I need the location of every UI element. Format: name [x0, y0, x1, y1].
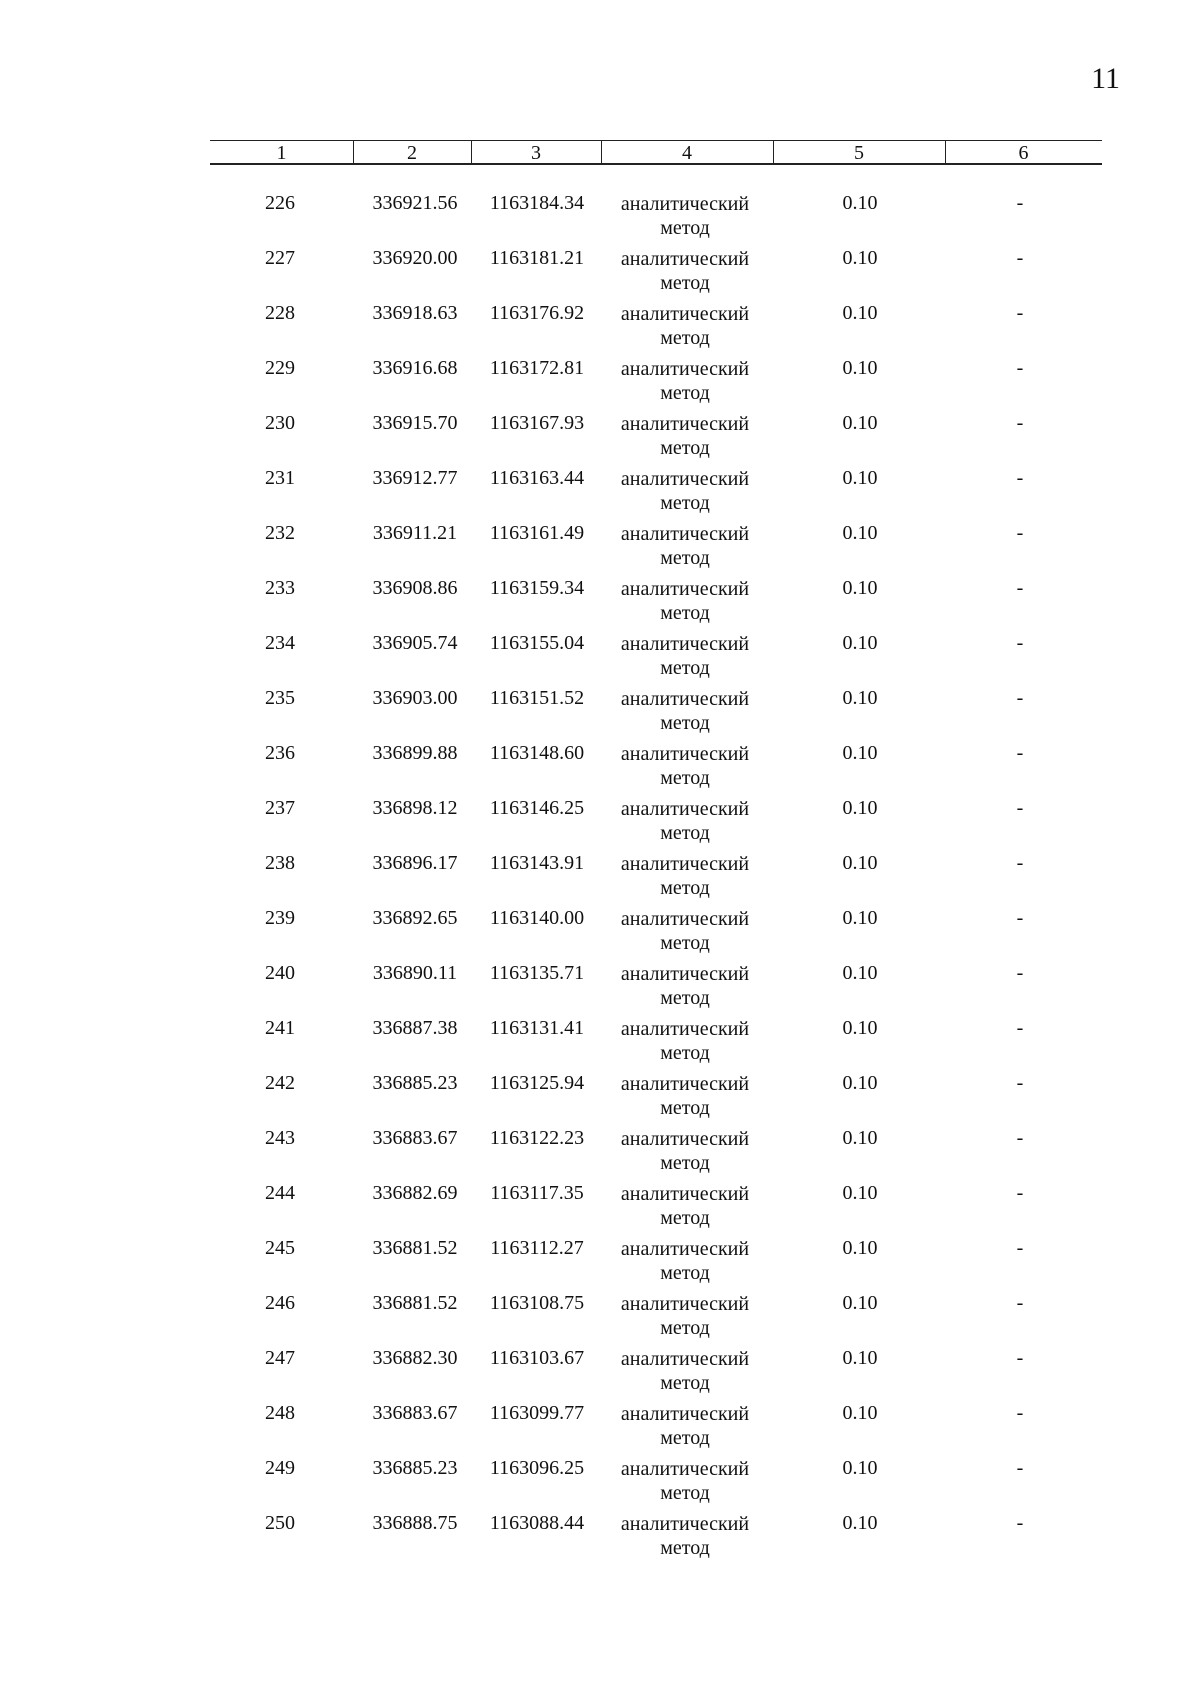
accuracy-cell: 0.10 — [842, 522, 878, 544]
y-coordinate: 1163125.94 — [489, 1072, 585, 1094]
table-row — [0, 1235, 1200, 1290]
accuracy-cell: 0.10 — [842, 1347, 878, 1369]
table-row — [0, 190, 1200, 245]
point-number: 245 — [265, 1237, 295, 1259]
method-cell: аналитический метод — [620, 1403, 750, 1449]
y-coordinate: 1163117.35 — [490, 1182, 584, 1204]
method-cell: аналитический метод — [620, 908, 750, 954]
method-cell: аналитический метод — [620, 743, 750, 789]
y-coordinate: 1163131.41 — [489, 1017, 585, 1039]
x-coordinate: 336881.52 — [372, 1237, 458, 1259]
point-number: 234 — [265, 632, 295, 654]
point-number: 237 — [265, 797, 295, 819]
note-cell: - — [1016, 1512, 1024, 1534]
table-row — [0, 575, 1200, 630]
note-cell: - — [1016, 247, 1024, 269]
note-cell: - — [1016, 467, 1024, 489]
table-row — [0, 740, 1200, 795]
accuracy-cell: 0.10 — [842, 1512, 878, 1534]
y-coordinate: 1163172.81 — [489, 357, 585, 379]
column-header-4: 4 — [682, 142, 692, 164]
point-number: 248 — [265, 1402, 295, 1424]
note-cell: - — [1016, 907, 1024, 929]
note-cell: - — [1016, 797, 1024, 819]
table-row — [0, 1290, 1200, 1345]
y-coordinate: 1163184.34 — [489, 192, 585, 214]
point-number: 236 — [265, 742, 295, 764]
y-coordinate: 1163146.25 — [489, 797, 585, 819]
method-cell: аналитический метод — [620, 248, 750, 294]
method-cell: аналитический метод — [620, 688, 750, 734]
method-cell: аналитический метод — [620, 853, 750, 899]
y-coordinate: 1163096.25 — [489, 1457, 585, 1479]
point-number: 242 — [265, 1072, 295, 1094]
point-number: 226 — [265, 192, 295, 214]
table-row — [0, 1070, 1200, 1125]
note-cell: - — [1016, 1402, 1024, 1424]
table-row — [0, 630, 1200, 685]
x-coordinate: 336903.00 — [372, 687, 458, 709]
accuracy-cell: 0.10 — [842, 852, 878, 874]
point-number: 239 — [265, 907, 295, 929]
accuracy-cell: 0.10 — [842, 687, 878, 709]
note-cell: - — [1016, 1292, 1024, 1314]
column-header-2: 2 — [407, 142, 417, 164]
table-row — [0, 1345, 1200, 1400]
x-coordinate: 336883.67 — [372, 1402, 458, 1424]
x-coordinate: 336883.67 — [372, 1127, 458, 1149]
method-cell: аналитический метод — [620, 358, 750, 404]
method-cell: аналитический метод — [620, 413, 750, 459]
table-row — [0, 1180, 1200, 1235]
table-row — [0, 685, 1200, 740]
accuracy-cell: 0.10 — [842, 962, 878, 984]
column-header-3: 3 — [531, 142, 541, 164]
accuracy-cell: 0.10 — [842, 1182, 878, 1204]
table-row — [0, 245, 1200, 300]
method-cell: аналитический метод — [620, 1293, 750, 1339]
method-cell: аналитический метод — [620, 1458, 750, 1504]
note-cell: - — [1016, 632, 1024, 654]
x-coordinate: 336887.38 — [372, 1017, 458, 1039]
table-row — [0, 850, 1200, 905]
method-cell: аналитический метод — [620, 1073, 750, 1119]
x-coordinate: 336882.69 — [372, 1182, 458, 1204]
y-coordinate: 1163159.34 — [489, 577, 585, 599]
method-cell: аналитический метод — [620, 303, 750, 349]
method-cell: аналитический метод — [620, 1128, 750, 1174]
x-coordinate: 336898.12 — [372, 797, 458, 819]
note-cell: - — [1016, 412, 1024, 434]
method-cell: аналитический метод — [620, 633, 750, 679]
note-cell: - — [1016, 852, 1024, 874]
method-cell: аналитический метод — [620, 1018, 750, 1064]
method-cell: аналитический метод — [620, 523, 750, 569]
accuracy-cell: 0.10 — [842, 1457, 878, 1479]
note-cell: - — [1016, 577, 1024, 599]
table-row — [0, 960, 1200, 1015]
x-coordinate: 336912.77 — [372, 467, 458, 489]
accuracy-cell: 0.10 — [842, 247, 878, 269]
x-coordinate: 336916.68 — [372, 357, 458, 379]
accuracy-cell: 0.10 — [842, 357, 878, 379]
method-cell: аналитический метод — [620, 1238, 750, 1284]
y-coordinate: 1163148.60 — [489, 742, 585, 764]
accuracy-cell: 0.10 — [842, 742, 878, 764]
page-number: 11 — [1091, 62, 1120, 95]
x-coordinate: 336885.23 — [372, 1072, 458, 1094]
method-cell: аналитический метод — [620, 578, 750, 624]
x-coordinate: 336890.11 — [372, 962, 458, 984]
x-coordinate: 336918.63 — [372, 302, 458, 324]
x-coordinate: 336885.23 — [372, 1457, 458, 1479]
y-coordinate: 1163103.67 — [489, 1347, 585, 1369]
note-cell: - — [1016, 1072, 1024, 1094]
y-coordinate: 1163112.27 — [490, 1237, 584, 1259]
x-coordinate: 336896.17 — [372, 852, 458, 874]
table-row — [0, 465, 1200, 520]
note-cell: - — [1016, 1457, 1024, 1479]
accuracy-cell: 0.10 — [842, 1292, 878, 1314]
header-bottom-rule — [210, 163, 1102, 165]
accuracy-cell: 0.10 — [842, 302, 878, 324]
note-cell: - — [1016, 522, 1024, 544]
y-coordinate: 1163161.49 — [489, 522, 585, 544]
point-number: 232 — [265, 522, 295, 544]
method-cell: аналитический метод — [620, 798, 750, 844]
method-cell: аналитический метод — [620, 468, 750, 514]
method-cell: аналитический метод — [620, 193, 750, 239]
point-number: 247 — [265, 1347, 295, 1369]
accuracy-cell: 0.10 — [842, 907, 878, 929]
y-coordinate: 1163181.21 — [489, 247, 585, 269]
point-number: 238 — [265, 852, 295, 874]
x-coordinate: 336915.70 — [372, 412, 458, 434]
point-number: 229 — [265, 357, 295, 379]
accuracy-cell: 0.10 — [842, 412, 878, 434]
column-number-header — [210, 140, 1102, 164]
note-cell: - — [1016, 302, 1024, 324]
point-number: 243 — [265, 1127, 295, 1149]
point-number: 241 — [265, 1017, 295, 1039]
y-coordinate: 1163176.92 — [489, 302, 585, 324]
accuracy-cell: 0.10 — [842, 1017, 878, 1039]
method-cell: аналитический метод — [620, 1348, 750, 1394]
table-row — [0, 410, 1200, 465]
x-coordinate: 336908.86 — [372, 577, 458, 599]
table-row — [0, 1125, 1200, 1180]
note-cell: - — [1016, 1017, 1024, 1039]
x-coordinate: 336920.00 — [372, 247, 458, 269]
accuracy-cell: 0.10 — [842, 1402, 878, 1424]
x-coordinate: 336882.30 — [372, 1347, 458, 1369]
coordinates-table-body — [0, 190, 1200, 1565]
accuracy-cell: 0.10 — [842, 467, 878, 489]
y-coordinate: 1163122.23 — [489, 1127, 585, 1149]
note-cell: - — [1016, 1347, 1024, 1369]
note-cell: - — [1016, 962, 1024, 984]
y-coordinate: 1163167.93 — [489, 412, 585, 434]
x-coordinate: 336905.74 — [372, 632, 458, 654]
point-number: 240 — [265, 962, 295, 984]
note-cell: - — [1016, 687, 1024, 709]
note-cell: - — [1016, 742, 1024, 764]
accuracy-cell: 0.10 — [842, 632, 878, 654]
table-row — [0, 1455, 1200, 1510]
x-coordinate: 336899.88 — [372, 742, 458, 764]
point-number: 227 — [265, 247, 295, 269]
point-number: 233 — [265, 577, 295, 599]
y-coordinate: 1163155.04 — [489, 632, 585, 654]
y-coordinate: 1163135.71 — [489, 962, 585, 984]
accuracy-cell: 0.10 — [842, 1072, 878, 1094]
x-coordinate: 336911.21 — [372, 522, 458, 544]
point-number: 228 — [265, 302, 295, 324]
table-row — [0, 520, 1200, 575]
note-cell: - — [1016, 1237, 1024, 1259]
y-coordinate: 1163151.52 — [489, 687, 585, 709]
note-cell: - — [1016, 1182, 1024, 1204]
x-coordinate: 336892.65 — [372, 907, 458, 929]
y-coordinate: 1163143.91 — [489, 852, 585, 874]
table-row — [0, 355, 1200, 410]
y-coordinate: 1163163.44 — [489, 467, 585, 489]
y-coordinate: 1163108.75 — [489, 1292, 585, 1314]
method-cell: аналитический метод — [620, 963, 750, 1009]
x-coordinate: 336881.52 — [372, 1292, 458, 1314]
note-cell: - — [1016, 357, 1024, 379]
point-number: 230 — [265, 412, 295, 434]
accuracy-cell: 0.10 — [842, 1237, 878, 1259]
point-number: 249 — [265, 1457, 295, 1479]
point-number: 235 — [265, 687, 295, 709]
accuracy-cell: 0.10 — [842, 1127, 878, 1149]
table-row — [0, 1015, 1200, 1070]
x-coordinate: 336921.56 — [372, 192, 458, 214]
table-row — [0, 1400, 1200, 1455]
point-number: 244 — [265, 1182, 295, 1204]
point-number: 250 — [265, 1512, 295, 1534]
y-coordinate: 1163140.00 — [489, 907, 585, 929]
x-coordinate: 336888.75 — [372, 1512, 458, 1534]
y-coordinate: 1163088.44 — [489, 1512, 585, 1534]
column-header-1: 1 — [276, 142, 287, 164]
column-header-6: 6 — [1018, 142, 1029, 164]
y-coordinate: 1163099.77 — [489, 1402, 585, 1424]
table-row — [0, 300, 1200, 355]
table-row — [0, 1510, 1200, 1565]
table-row — [0, 795, 1200, 850]
accuracy-cell: 0.10 — [842, 797, 878, 819]
method-cell: аналитический метод — [620, 1513, 750, 1559]
accuracy-cell: 0.10 — [842, 577, 878, 599]
point-number: 231 — [265, 467, 295, 489]
note-cell: - — [1016, 1127, 1024, 1149]
table-row — [0, 905, 1200, 960]
point-number: 246 — [265, 1292, 295, 1314]
note-cell: - — [1016, 192, 1024, 214]
method-cell: аналитический метод — [620, 1183, 750, 1229]
column-header-5: 5 — [854, 142, 864, 164]
accuracy-cell: 0.10 — [842, 192, 878, 214]
